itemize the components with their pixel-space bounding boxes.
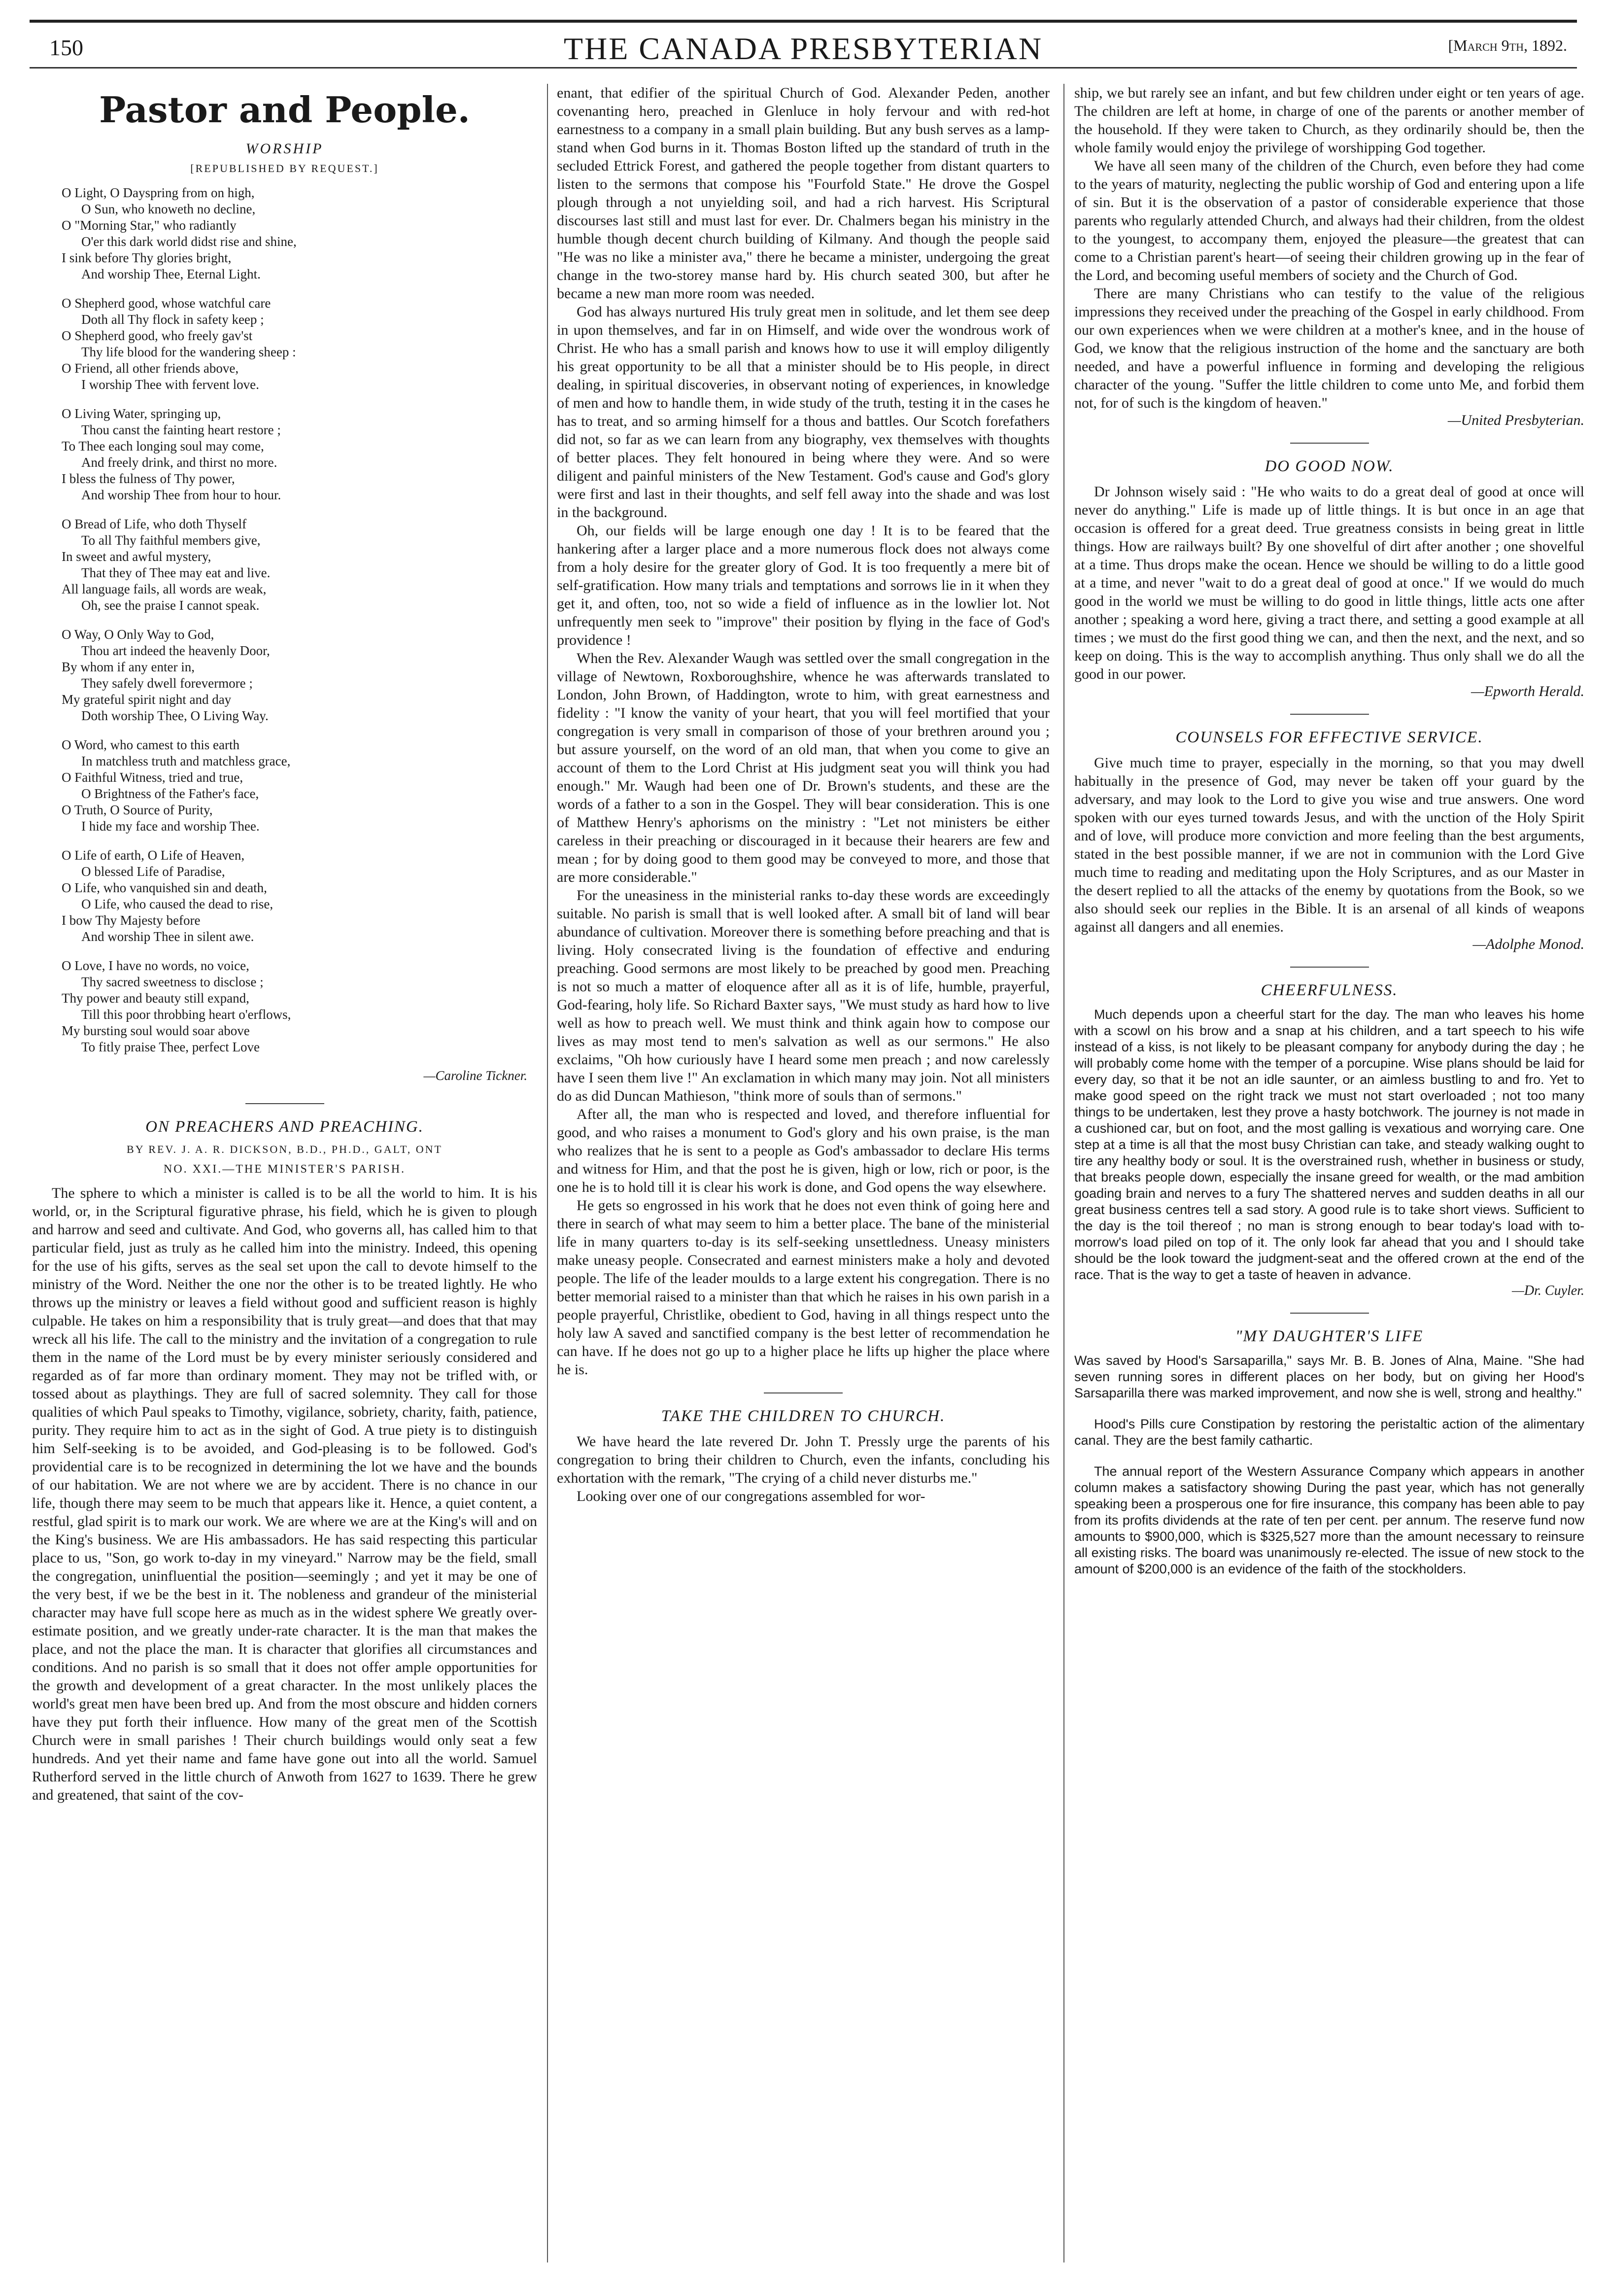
poem-line: My bursting soul would soar above (62, 1023, 250, 1038)
poem-stanza (62, 185, 537, 282)
article-heading-counsels: COUNSELS FOR EFFECTIVE SERVICE. (1175, 729, 1483, 746)
paragraph: The sphere to which a minister is called is to be all the world to him. It is his world, or, in the Scriptural figurative phrase, his field, which he is given to plough and harrow and seed and cultivate. And God, who governs all, has called him to that particular field, just as truly as he called him into the ministry. Indeed, this opening for the use of his gifts, serves as the seal set upon the call to devote himself to the ministry of the Word. Neither the one nor the other is to be treated lightly. He who throws up the ministry or leaves a field without good and sufficient reason is highly culpable. He takes on him a responsibility that is truly great—and does that that may wreck all his life. The call to the ministry and the invitation of a congregation to rule them in the name of the Lord must be by every minister seriously considered and regarded as of far more than ordinary moment. They may not be trifled with, or tossed about as playthings. They are full of sacred solemnity. They call for those qualities of which Paul speaks to Timothy, vigilance, sobriety, charity, faith, patience, purity. They require him to act as in the sight of God. A true piety is to distinguish him Self-seeking is to be avoided, and God-pleasing is to be followed. God's providential care is to be recognized in determining the lot we have and the bounds of our habitation. We are not where we are by accident. There is no chance in our life, though there may seem to be much that appears like it. Hence, a quiet content, a restful, glad spirit is to mark our work. We are where we are at the King's will and on the King's business. We are His ambassadors. He has said respecting this particular place to us, "Son, go work to-day in my vineyard." Narrow may be the field, small the congregation, uninfluential the position—seemingly ; and yet it may be one of the very best, if we be the best in it. The nobleness and grandeur of the ministerial character may have full scope here as much as in the widest sphere We greatly over-estimate position, and we greatly under-rate character. It is the man that makes the place, and not the place the man. It is character that glorifies all circumstances and conditions. And no parish is so small that it does not offer ample opportunities for the growth and development of a great character. In the most unlikely places the world's great men have been bred up. And from the most obscure and hidden corners have they put forth their influence. How many of the great men of the Scottish Church were in small parishes ! Their church buildings would only seat a few hundreds. And yet their name and fame have gone out into all the world. Samuel Rutherford served in the little church of Anwoth from 1627 to 1639. There he grew and greatened, that saint of the cov- (32, 1185, 537, 1803)
article-credit: —United Presbyterian. (1447, 412, 1584, 428)
poem-line: O Light, O Dayspring from on high, (62, 185, 255, 200)
poem-line: O Life, who caused the dead to rise, (81, 897, 274, 911)
paragraph: God has always nurtured His truly great men in solitude, and let them see deep in upon themselves, and far in on Himself, and wide over the wondrous work of Christ. He who has a small parish and knows how to use it will employ diligently his great opportunity to be all that a minister should be to His people, in direct dealing, in spiritual discoveries, in observant noting of experiences, in knowledge of men and how to handle them, in wide study of the truth, testing it in the cases he has to treat, and so arming himself for a thous and battles. Our Scotch forefathers did not, so far as we can learn from any biography, vex themselves with thoughts of better places. They felt honoured in being where they were. And so were diligent and painful ministers of the New Testament. God's cause and God's glory were first and last in their thoughts, and self fell away into the shade and was lost in the background. (557, 304, 1050, 521)
poem-line: O Shepherd good, whose watchful care (62, 296, 271, 311)
poem-line: O Truth, O Source of Purity, (62, 802, 213, 817)
poem-line: To all Thy faithful members give, (81, 533, 261, 548)
poem-stanza (62, 847, 537, 945)
column-3 (1074, 84, 1584, 2272)
poem-line: O'er this dark world didst rise and shine, (81, 234, 297, 249)
poem-line: To fitly praise Thee, perfect Love (81, 1040, 260, 1054)
poem-stanzas (32, 185, 537, 1055)
article-credit: —Adolphe Monod. (1472, 936, 1584, 952)
poem-stanza (62, 406, 537, 503)
poem-line: O Love, I have no words, no voice, (62, 958, 249, 973)
paragraph: He gets so engrossed in his work that he does not even think of going here and there in search of what may seem to him a better place. The bane of the ministerial life in many quarters to-day is its self-seeking unsettledness. Uneasy ministers make uneasy people. Consecrated and earnest ministers make a holy and devoted people. The life of the leader moulds to a large extent his congregation. There is no better memorial raised to a minister than that which he raises in his own parish in a people prayerful, Christlike, obedient to God, having in all things respect unto the holy law A saved and sanctified company is the best letter of recommendation he can have. If he does not go up to a higher place he lifts up higher the place where he is. (557, 1197, 1050, 1378)
divider (764, 1392, 843, 1393)
article-credit: —Epworth Herald. (1471, 683, 1584, 699)
paragraph: Looking over one of our congregations assembled for wor- (577, 1488, 925, 1504)
ad-text: Was saved by Hood's Sarsaparilla," says Mr. B. B. Jones of Alna, Maine. "She had seven running sores in different places on her body, but on giving her Hood's Sarsaparilla there was marked improvement, and now she is well, strong and healthy." (1074, 1353, 1584, 1400)
poem-line: That they of Thee may eat and live. (81, 565, 271, 580)
paragraph: For the uneasiness in the ministerial ranks to-day these words are exceedingly suitable. No parish is small that is well looked after. A small bit of land will bear abundance of cultivation. Moreover there is something before preaching and that is living. Holy consecrated living is the foundation of effective and enduring preaching. Good sermons are most likely to be preached by good men. Preaching is not so much a matter of eloquence after all as it is of life, humble, prayerful, God-fearing, holy life. So Richard Baxter says, "We must study as hard how to live well as how to preach well. We must think and think again how to compose our lives as may most tend to men's salvation as well as our sermons." He also exclaims, "Oh how curiously have I heard some men preach ; and now carelessly have I seen them live !" An exclamation in which many may join. Not all ministers do as did Duncan Mathieson, "think more of souls than of sermons." (557, 887, 1050, 1104)
article-heading-children: TAKE THE CHILDREN TO CHURCH. (661, 1407, 946, 1425)
poem-line: Thou canst the fainting heart restore ; (81, 422, 281, 437)
paragraph: Oh, our fields will be large enough one day ! It is to be feared that the hankering after a larger place and a more numerous flock does not always come from a holy desire for the greater glory of God. It is too frequently a mere bit of self-gratification. How many trials and temptations and sorrows lie in it when they get it, and often, too, not so wide a field of influence as in the lowlier lot. Not unfrequently men seek to "improve" their position by flying in the face of God's providence ! (557, 522, 1050, 648)
poem-line: I hide my face and worship Thee. (81, 819, 260, 834)
poem-stanza (62, 626, 537, 724)
paragraph: Give much time to prayer, especially in the morning, so that you may dwell habitually in the presence of God, may never be taken off your guard by the adversary, and may look to the Lord to give you wise and true answers. One word spoken with our eyes turned towards Jesus, and with the unction of the Holy Spirit and of love, will produce more conviction and more feeling than the best arguments, stated in the best possible manner, if we are not in communion with the Lord Give much time to reading and meditating upon the Holy Scriptures, and as our Master in the desert replied to all the attacks of the enemy by quotations from the Book, so we also should seek our replies in the Bible. It is an arsenal of all kinds of weapons against all dangers and all enemies. (1074, 755, 1584, 935)
poem-line: Thy sacred sweetness to disclose ; (81, 974, 264, 989)
paragraph: There are many Christians who can testify to the value of the religious impressions they received under the preaching of the Gospel in early childhood. From our own experiences when we were children at a mother's knee, and in the house of God, we know that the religious instruction of the home and the sanctuary are both needed, and have a powerful influence in forming and developing the religious character of the young. "Suffer the little children to come unto Me, and forbid them not, for of such is the kingdom of heaven." (1074, 285, 1584, 411)
divider (1290, 714, 1369, 715)
newspaper-title: THE CANADA PRESBYTERIAN (563, 31, 1043, 66)
poem-line: By whom if any enter in, (62, 660, 195, 674)
masthead-bottom-rule (30, 67, 1577, 69)
poem-line: I sink before Thy glories bright, (62, 250, 232, 265)
poem-line: O Way, O Only Way to God, (62, 627, 214, 642)
divider (1290, 967, 1369, 968)
poem-line: Oh, see the praise I cannot speak. (81, 598, 260, 613)
article-heading-preachers: ON PREACHERS AND PREACHING. (145, 1118, 424, 1136)
article-credit: —Dr. Cuyler. (1511, 1283, 1584, 1298)
poem-line: They safely dwell forevermore ; (81, 676, 253, 691)
poem-line: And worship Thee, Eternal Light. (81, 267, 261, 281)
poem-line: O Sun, who knoweth no decline, (81, 202, 256, 216)
poem-line: O Word, who camest to this earth (62, 737, 240, 752)
poem-line: And freely drink, and thirst no more. (81, 455, 277, 470)
poem-line: I worship Thee with fervent love. (81, 377, 259, 392)
paragraph: Much depends upon a cheerful start for the day. The man who leaves his home with a scowl on his brow and a snap at his children, and a tart speech to his wife instead of a kiss, is not likely to be pleasant company for anybody during the day ; he will probably come home with the temper of a porcupine. Wise plans should be laid for every day, so that it be not an idle saunter, or an aimless bustling to and fro. Yet to make good speed on the right track we must not start overloaded ; not too many things to be undertaken, lest they prove a hasty botchwork. The journey is not made in a cushioned car, but on foot, and the most galling is vexatious and worrying care. One step at a time is all that the most busy Christian can take, and steady walking ought to tire any healthy body or soul. It is the overstrained rush, whether in business or study, that breaks people down, especially the insane greed for wealth, or the mad ambition goading brain and nerves to a fury The shattered nerves and sudden deaths in all our great business centres tell a sad story. A good rule is to take short views. Sufficient to the day is the toil thereof ; no man is strong enough to bear today's load with to-morrow's load piled on top of it. The only look far ahead that you and I should take should be the look toward the judgment-seat and the offered crown at the end of the race. That is the way to get a taste of heaven in advance. (1074, 1007, 1584, 1282)
masthead-top-rule (30, 20, 1577, 23)
poem-note: [REPUBLISHED BY REQUEST.] (190, 162, 379, 174)
poem-line: O Life of earth, O Life of Heaven, (62, 848, 245, 863)
paragraph: When the Rev. Alexander Waugh was settled over the small congregation in the village of Newtown, Roxboroughshire, whence he was afterwards translated to London, John Brown, of Haddington, wrote to him, with great earnestness and fidelity : "I know the vanity of your heart, that you will feel mortified that your congregation is very small in comparison of those of your brethren around you ; but assure yourself, on the word of an old man, that when you come to give an account of them to the Lord Christ at His judgment seat you will think you had enough." Mr. Waugh had been one of Dr. Brown's students, and these are the words of a father to a son in the Gospel. They will bear consideration. This is one of Matthew Henry's aphorisms on the ministry : "Let not ministers be either careless in their preaching or discouraged in it because their hearers are few and mean ; for by doing good to them good may be conveyed to more, and those that are more considerable." (557, 650, 1050, 885)
poem-line: I bow Thy Majesty before (62, 913, 201, 928)
poem-line: Thy life blood for the wandering sheep : (81, 345, 296, 359)
poem-line: Doth all Thy flock in safety keep ; (81, 312, 264, 327)
column-1 (32, 84, 537, 2272)
masthead (30, 20, 1577, 69)
poem-line: I bless the fulness of Thy power, (62, 471, 235, 486)
poem-stanza (62, 737, 537, 835)
poem-line: O Life, who vanquished sin and death, (62, 880, 267, 895)
article-byline: BY REV. J. A. R. DICKSON, B.D., PH.D., GALT, ONT (127, 1143, 443, 1155)
ad-text: Hood's Pills cure Constipation by restoring the peristaltic action of the alimentary canal. They are the best family cathartic. (1074, 1417, 1584, 1448)
divider (1290, 1313, 1369, 1314)
preachers-body-col1 (32, 1184, 537, 1804)
column-rule (547, 84, 548, 2262)
preachers-body-col2 (557, 84, 1050, 1379)
section-title: Pastor and People. (99, 89, 470, 131)
poem-attribution: —Caroline Tickner. (423, 1068, 527, 1083)
poem-line: Thou art indeed the heavenly Door, (81, 643, 270, 658)
paragraph: Dr Johnson wisely said : "He who waits to do a great deal of good at once will never do anything." Life is made up of little things. It is but once in an age that occasion is offered for a great deed. True greatness consists in being great in little things. How are railways built? By one shovelful of dirt after another ; one shovelful at a time. Thus drops make the ocean. Hence we should be willing to do a little good at a time, and never "wait to do a great deal of good at once." If we would do much good in the world we must be willing to do good in little things, little acts one after another ; speaking a word here, giving a tract there, and setting a good example at all times ; we must do the first good thing we can, and then the next, and the next, and so keep on doing. This is the way to accomplish anything. Thus only shall we do all the good in our power. (1074, 484, 1584, 682)
poem-line: O Living Water, springing up, (62, 406, 221, 421)
poem-line: O Bread of Life, who doth Thyself (62, 517, 247, 531)
poem-line: My grateful spirit night and day (62, 692, 232, 707)
poem-line: And worship Thee from hour to hour. (81, 487, 281, 502)
poem-line: In sweet and awful mystery, (62, 549, 211, 564)
poem-line: Thy power and beauty still expand, (62, 991, 249, 1006)
poem-line: O "Morning Star," who radiantly (62, 218, 237, 233)
poem-line: To Thee each longing soul may come, (62, 439, 264, 453)
poem-line: O Shepherd good, who freely gav'st (62, 328, 253, 343)
poem-line: O Brightness of the Father's face, (81, 786, 259, 801)
paragraph: After all, the man who is respected and loved, and therefore influential for good, and who raises a monument to God's glory and his own praise, is the man who realizes that he is sent to a people as God's ambassador to declare His terms and witness for Him, and that the post he is given, high or low, rich or poor, is the one he is to hold till it is clear his work is done, and God opens the way elsewhere. (557, 1106, 1050, 1195)
poem-line: In matchless truth and matchless grace, (81, 754, 291, 768)
poem-title: WORSHIP (245, 140, 324, 157)
ad-heading-daughter: "MY DAUGHTER'S LIFE (1235, 1327, 1424, 1345)
paragraph: ship, we but rarely see an infant, and but few children under eight or ten years of age. The children are left at home, in charge of one of the parents or another member of the household. If they were taken to Church, as they ordinarily should be, then the whole family would enjoy the privilege of worshipping God together. (1074, 85, 1584, 156)
page-number: 150 (49, 35, 83, 60)
issue-date: [March 9th, 1892. (1448, 36, 1567, 54)
column-rule (1063, 84, 1064, 2262)
column-2 (557, 84, 1050, 2272)
paragraph: We have heard the late revered Dr. John T. Pressly urge the parents of his congregation to bring their children to Church, even the infants, concluding his exhortation with the remark, "The crying of a child never disturbs me." (557, 1433, 1050, 1486)
poem-line: O blessed Life of Paradise, (81, 864, 225, 879)
article-heading-do-good: DO GOOD NOW. (1265, 457, 1394, 475)
divider (245, 1103, 324, 1104)
poem-line: And worship Thee in silent awe. (81, 929, 254, 944)
poem-stanza (62, 516, 537, 614)
poem-line: O Friend, all other friends above, (62, 361, 239, 376)
poem-line: Till this poor throbbing heart o'erflows, (81, 1007, 291, 1022)
ad-text: The annual report of the Western Assurance Company which appears in another column makes a satisfactory showing During the past year, which has not generally speaking been a prosperous one for fire insurance, this company has been able to pay from its profits dividends at the rate of ten per cent. per annum. The reserve fund now amounts to $900,000, which is $325,527 more than the amount necessary to reinsure all existing risks. The board was unanimously re-elected. The issue of new stock to the amount of $200,000 is an evidence of the faith of the stockholders. (1074, 1464, 1584, 1576)
poem-stanza (62, 958, 537, 1055)
poem-stanza (62, 295, 537, 393)
poem-line: All language fails, all words are weak, (62, 582, 267, 596)
article-subheading: NO. XXI.—THE MINISTER'S PARISH. (163, 1163, 406, 1176)
divider (1290, 443, 1369, 444)
poem-line: O Faithful Witness, tried and true, (62, 770, 243, 785)
article-heading-cheerfulness: CHEERFULNESS. (1261, 981, 1398, 999)
paragraph: enant, that edifier of the spiritual Church of God. Alexander Peden, another covenanting hero, preached in Glenluce in holy fervour and with red-hot earnestness to a company in a small plain building. But any bush serves as a lamp-stand when God burns in it. Thomas Boston lifted up the standard of truth in the secluded Ettrick Forest, and gathered the people together from distant quarters to listen to the sermons that compose his "Fourfold State." He drove the Gospel plough through a not unyielding soil, and had a rich harvest. His Scriptural discourses last still and must last for ever. Dr. Chalmers began his ministry in the humble though decent church building of Kilmany. And though the people said "He was no like a minister ava," there he became a minister, undergoing the great change in the two-storey manse hard by. His church seated 300, but after he became a new man more room was needed. (557, 85, 1050, 302)
poem-line: Doth worship Thee, O Living Way. (81, 708, 269, 723)
paragraph: We have all seen many of the children of the Church, even before they had come to the years of maturity, neglecting the public worship of God and entering upon a life of sin. But it is the observation of a pastor of considerable experience that those parents who regularly attended Church, and always had their children, from the oldest to the youngest, to accompany them, enjoyed the pleasure—the greatest that can come to a Christian parent's heart—of seeing their children growing up in the fear of the Lord, and becoming useful members of society and the Church of God. (1074, 158, 1584, 283)
